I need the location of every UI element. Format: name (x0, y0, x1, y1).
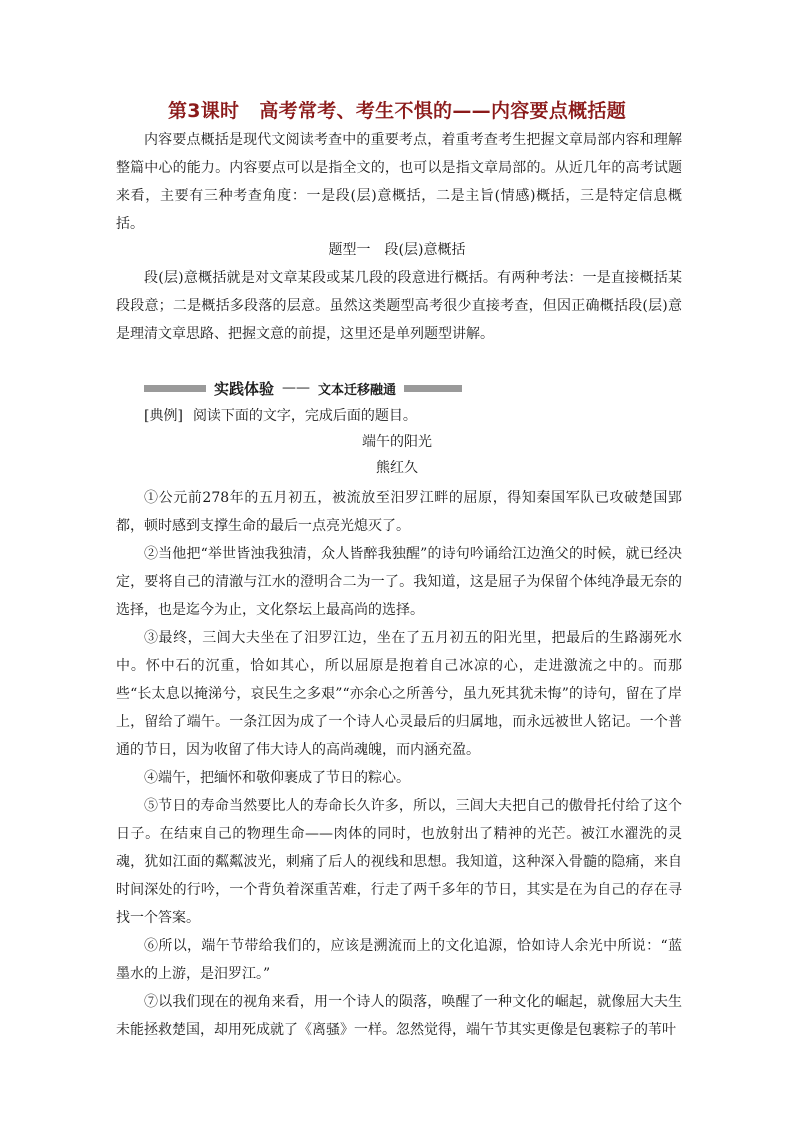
practice-title: 实践体验 (214, 379, 275, 398)
type-heading: 题型一 段(层)意概括 (328, 242, 466, 258)
article-author: 熊红久 (376, 460, 418, 476)
banner-bar-right (404, 385, 462, 392)
article-paragraph: ②当他把“举世皆浊我独清，众人皆醉我独醒”的诗句吟诵给江边渔父的时候，就已经决定，要将自己的清澈与江水的澄明合二为一了。我知道，这是屈子为保留个体纯净最无奈的选择，也是迄今为止，文化祭坛上最高尚的选择。 (116, 546, 682, 618)
article-body (116, 484, 682, 1044)
page-title (0, 96, 794, 123)
article-title: 端午的阳光 (362, 434, 432, 450)
article-paragraph: ④端午，把缅怀和敬仰裹成了节日的粽心。 (144, 770, 410, 786)
intro-paragraph: 内容要点概括是现代文阅读考查中的重要考点，着重考查考生把握文章局部内容和理解整篇中心的能力。内容要点可以是指全文的，也可以是指文章局部的。从近几年的高考试题来看，主要有三种考查角度：一是段(层)意概括，二是主旨(情感)概括，三是特定信息概括。 (116, 132, 682, 232)
article-paragraph: ⑤节日的寿命当然要比人的寿命长久许多，所以，三闾大夫把自己的傲骨托付给了这个日子。在结束自己的物理生命——肉体的同时，也放射出了精神的光芒。被江水濯洗的灵魂，犹如江面的粼粼波光，刺痛了后人的视线和思想。我知道，这种深入骨髓的隐痛，来自时间深处的行吟，一个背负着深重苦难，行走了两千多年的节日，其实是在为自己的存在寻找一个答案。 (116, 798, 682, 926)
article-paragraph: ⑦以我们现在的视角来看，用一个诗人的陨落，唤醒了一种文化的崛起，就像屈大夫生未能拯救楚国，却用死成就了《离骚》一样。忽然觉得，端午节其实更像是包裹粽子的苇叶 (116, 994, 682, 1038)
type-description-section (116, 264, 682, 348)
lesson-number: 第3课时 (167, 100, 240, 122)
practice-subtitle: 文本迁移融通 (318, 382, 397, 398)
example-instruction (144, 404, 417, 428)
article-paragraph: ③最终，三闾大夫坐在了汨罗江边，坐在了五月初五的阳光里，把最后的生路溺死水中。怀中石的沉重，恰如其心，所以屈原是抱着自己冰凉的心，走进激流之中的。而那些“长太息以掩涕兮，哀民生之多艰”“亦余心之所善兮，虽九死其犹未悔”的诗句，留在了岸上，留给了端午。一条江因为成了一个诗人心灵最后的归属地，而永远被世人铭记。一个普通的节日，因为收留了伟大诗人的高尚魂魄，而内涵充盈。 (116, 630, 682, 758)
banner-bar-left (144, 385, 206, 392)
practice-dash: —— (282, 380, 311, 396)
example-tag: [典例] (144, 408, 183, 424)
example-text: 阅读下面的文字，完成后面的题目。 (192, 408, 417, 424)
practice-banner (144, 376, 462, 400)
type-description: 段(层)意概括就是对文章某段或某几段的段意进行概括。有两种考法：一是直接概括某段段意；二是概括多段落的层意。虽然这类题型高考很少直接考查，但因正确概括段(层)意是理清文章思路、把握文意的前提，这里还是单列题型讲解。 (116, 270, 682, 342)
article-paragraph: ⑥所以，端午节带给我们的，应该是溯流而上的文化追源，恰如诗人余光中所说：“蓝墨水的上游，是汨罗江。” (116, 938, 682, 982)
lesson-title: 高考常考、考生不惧的——内容要点概括题 (259, 100, 627, 122)
intro-section (116, 126, 682, 238)
article-paragraph: ①公元前278年的五月初五，被流放至汨罗江畔的屈原，得知秦国军队已攻破楚国郢都，顿时感到支撑生命的最后一点亮光熄灭了。 (116, 490, 682, 534)
